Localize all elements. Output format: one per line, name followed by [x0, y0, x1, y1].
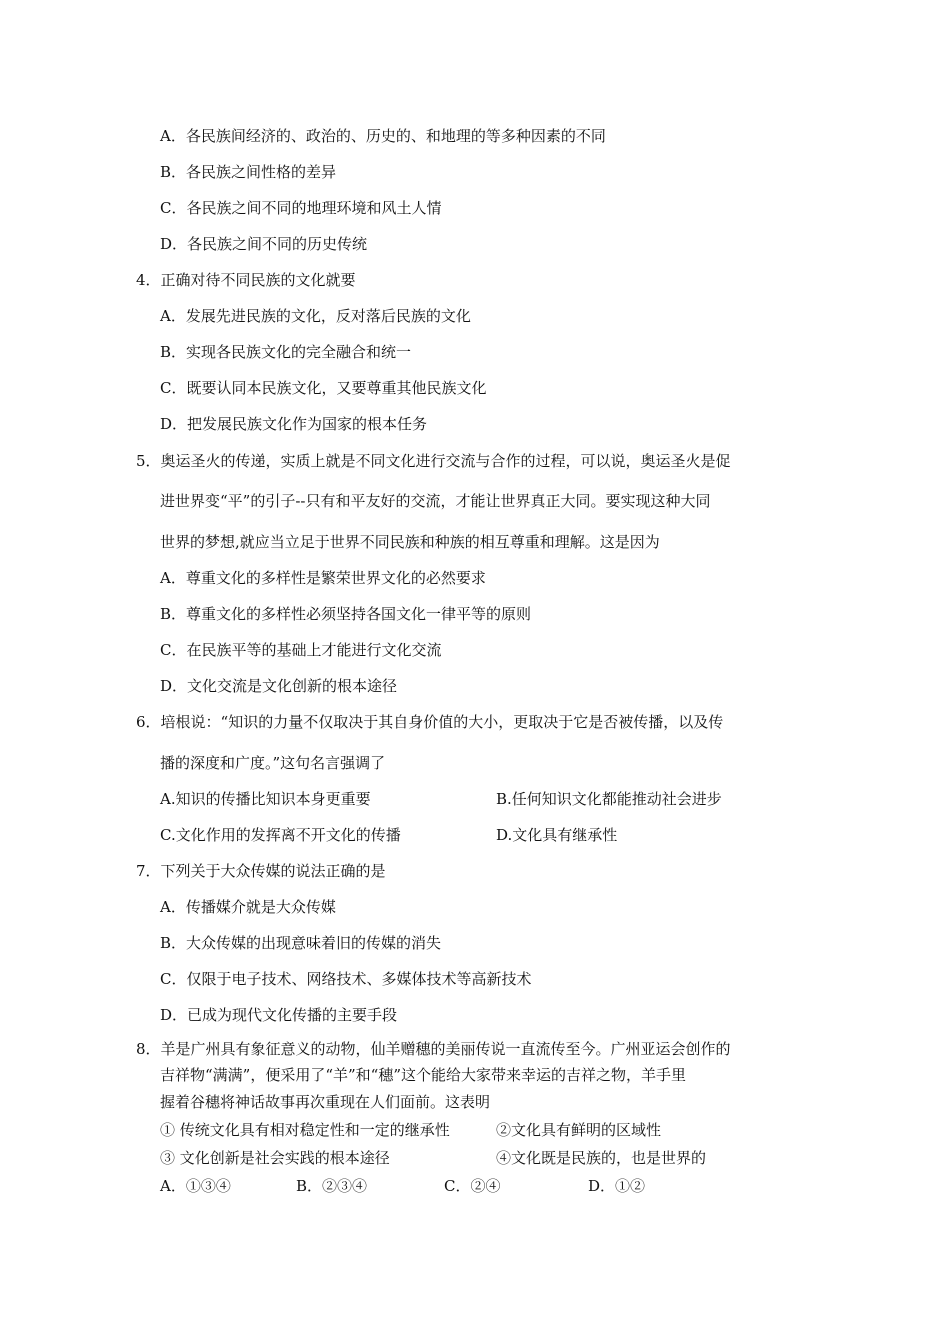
q3-option-a: A．各民族间经济的、政治的、历史的、和地理的等多种因素的不同	[160, 127, 606, 145]
q8-stem-line-2: 吉祥物“满满”，便采用了“羊”和“穗”这个能给大家带来幸运的吉祥之物，羊手里	[160, 1066, 687, 1084]
q7-option-b: B．大众传媒的出现意味着旧的传媒的消失	[160, 934, 442, 952]
q5-option-d: D．文化交流是文化创新的根本途径	[160, 677, 398, 695]
q5-stem-line-3: 世界的梦想,就应当立足于世界不同民族和种族的相互尊重和理解。这是因为	[160, 533, 660, 551]
q7-option-c: C．仅限于电子技术、网络技术、多媒体技术等高新技术	[160, 970, 532, 988]
q5-option-b: B．尊重文化的多样性必须坚持各国文化一律平等的原则	[160, 605, 532, 623]
q3-option-c: C．各民族之间不同的地理环境和风土人情	[160, 199, 442, 217]
q5-stem-line-1: 5．奥运圣火的传递，实质上就是不同文化进行交流与合作的过程，可以说，奥运圣火是促	[136, 452, 731, 470]
q8-choice-4: ④文化既是民族的，也是世界的	[496, 1149, 707, 1167]
q7-option-d: D．已成为现代文化传播的主要手段	[160, 1006, 398, 1024]
q8-option-b: B．②③④	[296, 1177, 368, 1195]
q8-choice-1: ① 传统文化具有相对稳定性和一定的继承性	[160, 1121, 450, 1139]
q4-option-c: C．既要认同本民族文化，又要尊重其他民族文化	[160, 379, 487, 397]
q6-option-a: A.知识的传播比知识本身更重要	[160, 790, 371, 808]
q3-option-d: D．各民族之间不同的历史传统	[160, 235, 368, 253]
q4-stem: 4．正确对待不同民族的文化就要	[136, 271, 356, 289]
q5-option-a: A．尊重文化的多样性是繁荣世界文化的必然要求	[160, 569, 486, 587]
q4-option-d: D．把发展民族文化作为国家的根本任务	[160, 415, 428, 433]
q6-option-d: D.文化具有继承性	[496, 826, 618, 844]
q8-choice-2: ②文化具有鲜明的区域性	[496, 1121, 662, 1139]
q6-stem-line-1: 6．培根说：“知识的力量不仅取决于其自身价值的大小，更取决于它是否被传播，以及传	[136, 713, 724, 731]
q5-option-c: C．在民族平等的基础上才能进行文化交流	[160, 641, 442, 659]
q8-choice-3: ③ 文化创新是社会实践的根本途径	[160, 1149, 390, 1167]
q8-option-a: A．①③④	[160, 1177, 231, 1195]
q8-option-c: C．②④	[444, 1177, 501, 1195]
q6-option-c: C.文化作用的发挥离不开文化的传播	[160, 826, 401, 844]
q3-option-b: B．各民族之间性格的差异	[160, 163, 337, 181]
q8-stem-line-3: 握着谷穗将神话故事再次重现在人们面前。这表明	[160, 1093, 491, 1111]
q4-option-b: B．实现各民族文化的完全融合和统一	[160, 343, 412, 361]
q8-option-d: D．①②	[588, 1177, 646, 1195]
q7-stem: 7．下列关于大众传媒的说法正确的是	[136, 862, 386, 880]
q6-option-b: B.任何知识文化都能推动社会进步	[496, 790, 722, 808]
q5-stem-line-2: 进世界变“平”的引子--只有和平友好的交流，才能让世界真正大同。要实现这种大同	[160, 492, 711, 510]
q6-stem-line-2: 播的深度和广度。”这句名言强调了	[160, 754, 386, 772]
q8-stem-line-1: 8．羊是广州具有象征意义的动物，仙羊赠穗的美丽传说一直流传至今。广州亚运会创作的	[136, 1040, 731, 1058]
q4-option-a: A．发展先进民族的文化，反对落后民族的文化	[160, 307, 471, 325]
q7-option-a: A．传播媒介就是大众传媒	[160, 898, 336, 916]
